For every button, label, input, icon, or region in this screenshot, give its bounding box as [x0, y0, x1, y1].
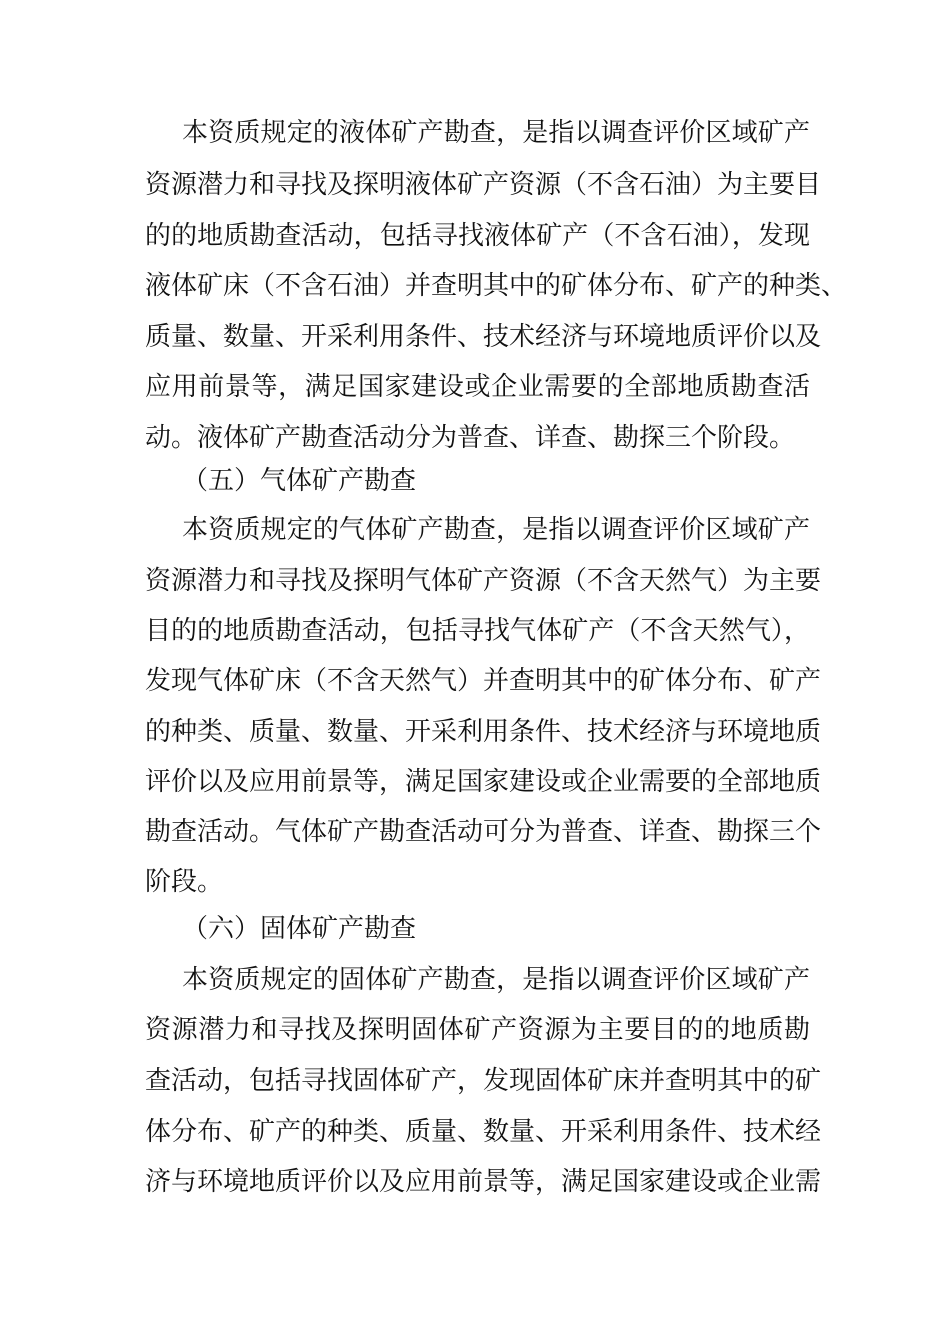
paragraph-line: 应用前景等，满足国家建设或企业需要的全部地质勘查活: [145, 372, 810, 402]
paragraph-line: 质量、数量、开采利用条件、技术经济与环境地质评价以及: [145, 322, 822, 352]
paragraph-line: 勘查活动。气体矿产勘查活动可分为普查、详查、勘探三个: [145, 817, 822, 847]
paragraph-line: 本资质规定的固体矿产勘查，是指以调查评价区域矿产: [182, 965, 810, 995]
paragraph-line: 查活动，包括寻找固体矿产，发现固体矿床并查明其中的矿: [145, 1066, 822, 1096]
paragraph-line: 资源潜力和寻找及探明液体矿产资源（不含石油）为主要目: [145, 170, 822, 200]
paragraph-line: 本资质规定的气体矿产勘查，是指以调查评价区域矿产: [182, 515, 810, 545]
paragraph-line: 的种类、质量、数量、开采利用条件、技术经济与环境地质: [145, 717, 822, 747]
paragraph-line: 资源潜力和寻找及探明固体矿产资源为主要目的的地质勘: [145, 1015, 810, 1045]
paragraph-line: 液体矿床（不含石油）并查明其中的矿体分布、矿产的种类、: [145, 271, 848, 301]
paragraph-line: 的的地质勘查活动，包括寻找液体矿产（不含石油），发现: [145, 221, 810, 251]
paragraph-line: 体分布、矿产的种类、质量、数量、开采利用条件、技术经: [145, 1117, 822, 1147]
paragraph-line: 资源潜力和寻找及探明气体矿产资源（不含天然气）为主要: [145, 566, 822, 596]
paragraph-line: 阶段。: [145, 867, 224, 897]
section-heading: （五）气体矿产勘查: [182, 466, 417, 496]
paragraph-line: 发现气体矿床（不含天然气）并查明其中的矿体分布、矿产: [145, 666, 822, 696]
paragraph-line: 评价以及应用前景等，满足国家建设或企业需要的全部地质: [145, 767, 822, 797]
paragraph-line: 动。液体矿产勘查活动分为普查、详查、勘探三个阶段。: [145, 423, 796, 453]
paragraph-line: 济与环境地质评价以及应用前景等，满足国家建设或企业需: [145, 1167, 822, 1197]
section-heading: （六）固体矿产勘查: [182, 914, 417, 944]
paragraph-line: 本资质规定的液体矿产勘查，是指以调查评价区域矿产: [182, 118, 810, 148]
paragraph-line: 目的的地质勘查活动，包括寻找气体矿产（不含天然气），: [145, 616, 810, 646]
